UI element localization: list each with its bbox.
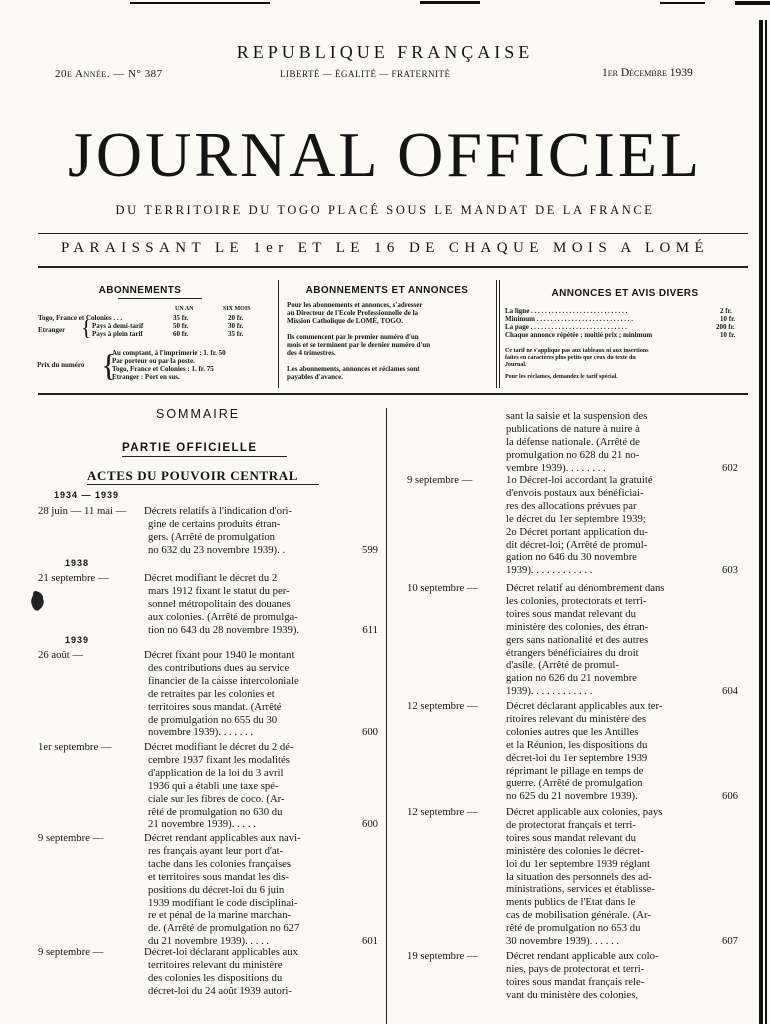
entry-page-number: 602: [721, 461, 738, 474]
year-heading-1: 1934 — 1939: [54, 490, 120, 500]
entry-text-line: de protectorat français et terri-: [506, 818, 636, 831]
entry-text-line: gers. (Arrêté de promulgation: [148, 530, 276, 543]
entry-text-line: promulgation no 628 du 21 no-: [506, 448, 640, 461]
entry-text-line: Décret déclarant applicables aux ter-: [506, 700, 663, 712]
sommaire-entry: [38, 505, 378, 557]
entry-text-line: Décret rendant applicables aux navi-: [144, 832, 301, 844]
entry-text-line: 1o Décret-loi accordant la gratuité: [506, 474, 653, 486]
entry-text-line: Décret modifiant le décret du 2: [144, 572, 278, 584]
entry-text-line: mars 1912 fixant le statut du per-: [148, 584, 290, 597]
entry-text-line: toires sous mandat français rele-: [506, 975, 645, 988]
aa-p2-l2: mois et se terminent par le dernier numéro d'un: [287, 341, 431, 349]
sommaire-entry: [38, 572, 378, 637]
row2-un-an: 50 fr.: [173, 322, 189, 330]
entry-text-line: réprimant le pillage en temps de: [506, 764, 644, 777]
entry-text-line: les colonies, protectorats et terri-: [506, 594, 647, 607]
entry-text-line: 1939 modifiant le code disciplinai-: [148, 896, 298, 909]
entry-text-line: no 632 du 23 novembre 1939). .: [148, 543, 286, 556]
sommaire-entry: [392, 582, 744, 698]
entry-text-line: du 21 novembre 1939). . . . .: [148, 935, 270, 948]
note-1: Ce tarif ne s'applique pas aux tableaux ni aux insertions: [505, 348, 649, 354]
column-divider: [386, 408, 387, 1024]
entry-page-number: 603: [721, 564, 738, 577]
note-3: Journal.: [505, 362, 527, 368]
box-divider-1: [278, 280, 279, 388]
entry-text-line: des colonies les dispositions du: [148, 971, 283, 984]
entry-date: 10 septembre —: [407, 582, 478, 594]
entry-date: 21 septembre —: [38, 572, 109, 584]
entry-text-line: ritoires relevant du ministère des: [506, 712, 647, 725]
entry-text-line: Décret rendant applicable aux colo-: [506, 950, 659, 962]
aa-p1-l3: Mission Catholique de LOMÉ, TOGO.: [287, 317, 404, 325]
abonnements-title: ABONNEMENTS: [98, 285, 182, 296]
aa-p2-l3: des 4 trimestres.: [287, 349, 336, 357]
entry-text-line: vembre 1939). . . . . . . .: [506, 461, 606, 474]
tarif-ligne-value: 2 fr.: [720, 307, 732, 315]
entry-text-line: tache dans les colonies françaises: [148, 857, 292, 870]
entry-text-line: res français ayant leur port d'at-: [148, 844, 284, 857]
entry-text-line: rêté de promulgation no 653 du: [506, 922, 641, 935]
box-divider-2: [496, 280, 497, 388]
prix-line-2: Par porteur ou par la poste.: [112, 357, 195, 365]
entry-text-line: toires sous mandat relevant du: [506, 607, 636, 620]
entry-date: 12 septembre —: [407, 700, 478, 712]
entry-text-line: territoires sous mandat. (Arrêté: [148, 700, 282, 713]
entry-date: 12 septembre —: [407, 806, 478, 818]
row3-un-an: 60 fr.: [173, 330, 189, 338]
entry-page-number: 600: [361, 726, 378, 739]
prix-line-4: Etranger : Port en sus.: [112, 373, 180, 381]
section-title: ACTES DU POUVOIR CENTRAL: [87, 468, 298, 483]
entry-text-line: d'application de la loi du 3 avril: [148, 766, 284, 779]
entry-text-line: ministère des colonies, des étran-: [506, 620, 649, 633]
entry-text-line: de retraites par les colonies et: [148, 687, 275, 700]
entry-text-line: des contributions dues au service: [148, 661, 290, 674]
aa-p1-l1: Pour les abonnements et annonces, s'adresser: [287, 301, 423, 309]
row3-six-mois: 35 fr.: [228, 330, 244, 338]
entry-text-line: dit décret-loi; (Arrêté de promul-: [506, 538, 648, 551]
row2-six-mois: 30 fr.: [228, 322, 244, 330]
entry-text-line: cas de mobilisation générale. (Ar-: [506, 909, 651, 922]
sommaire-entry: [38, 649, 378, 739]
entry-text-line: 21 novembre 1939). . . . .: [148, 818, 256, 831]
entry-text-line: la situation des personnels des ad-: [506, 870, 652, 883]
journal-subtitle: DU TERRITOIRE DU TOGO PLACÉ SOUS LE MANDAT DE LA FRANCE: [115, 203, 655, 217]
entry-text-line: gation no 646 du 30 novembre: [506, 551, 637, 564]
entry-text-line: le décret du 1er septembre 1939;: [506, 512, 646, 525]
entry-text-line: colonies autres que les Antilles: [506, 725, 639, 738]
entry-text-line: gers sans nationalité et des autres: [506, 633, 649, 646]
entry-text-line: nies, pays de protectorat et terri-: [506, 962, 645, 975]
entry-text-line: no 625 du 21 novembre 1939).: [506, 790, 638, 803]
entry-text-line: sonnel métropolitain des douanes: [148, 597, 291, 610]
entry-text-line: d'asile. (Arrêté de promul-: [506, 659, 619, 672]
entry-text-line: ments publics de l'Etat dans le: [506, 896, 636, 909]
entry-text-line: et territoires sous mandat les dis-: [148, 870, 289, 883]
entry-date: 19 septembre —: [407, 950, 478, 962]
entry-text-line: loi du 1er septembre 1939 réglant: [506, 857, 650, 870]
entry-text-line: 1939). . . . . . . . . . . .: [506, 685, 593, 698]
prix-line-3: Togo, France et Colonies : 1. fr. 75: [112, 365, 214, 373]
top-border: [0, 0, 770, 10]
entry-text-line: cembre 1937 fixant les modalités: [148, 753, 290, 766]
tarif-minimum-value: 10 fr.: [720, 315, 736, 323]
abonnements-annonces-title: ABONNEMENTS ET ANNONCES: [305, 285, 469, 296]
brace-2: {: [101, 347, 117, 383]
sommaire-entry: [392, 410, 744, 475]
brace-1: {: [81, 315, 92, 340]
entry-text-line: gine de certains produits étran-: [148, 517, 281, 530]
note-2: faites en caractères plus petits que ceux du texte du: [505, 355, 636, 361]
entry-text-line: vant du ministère des colonies,: [506, 988, 639, 1001]
entry-text-line: décret-loi du 1er septembre 1939: [506, 751, 648, 764]
entry-text-line: d'envois postaux aux bénéficiai-: [506, 486, 644, 499]
entry-text-line: la défense nationale. (Arrêté de: [506, 435, 640, 448]
entry-page-number: 600: [361, 818, 378, 831]
aa-p1-l2: au Directeur de l'Ecole Professionnelle de la: [287, 309, 419, 317]
entry-page-number: 611: [362, 623, 378, 636]
entry-text-line: 1936 qui a établi une taxe spé-: [148, 779, 279, 792]
sommaire-entry: [38, 832, 378, 948]
annonces-avis-title: ANNONCES ET AVIS DIVERS: [551, 288, 699, 299]
entry-text-line: Décrets relatifs à l'indication d'ori-: [144, 505, 293, 517]
entry-date: 9 septembre —: [407, 474, 473, 486]
entry-date: 1er septembre —: [38, 741, 112, 753]
sommaire-entry: [38, 741, 378, 831]
col-six-mois: SIX MOIS: [223, 306, 251, 312]
entry-page-number: 599: [361, 543, 378, 556]
entry-text-line: financier de la caisse intercoloniale: [148, 674, 299, 687]
entry-text-line: Décret applicable aux colonies, pays: [506, 806, 663, 818]
entry-text-line: Décret relatif au dénombrement dans: [506, 582, 665, 594]
tarif-minimum: Minimum . . . . . . . . . . . . . . . . . . . . . . . . . . . .: [505, 315, 633, 323]
note-4: Pour les réclames, demandez le tarif spécial.: [505, 374, 618, 380]
row2-label: Pays à demi-tarif: [92, 322, 144, 330]
aa-p2-l1: Ils commencent par le premier numéro d'un: [287, 333, 419, 341]
entry-text-line: guerre. (Arrêté de promulgation: [506, 777, 643, 790]
entry-date: 9 septembre —: [38, 832, 104, 844]
prix-line-1: Au comptant, à l'imprimerie : 1. fr. 50: [112, 349, 226, 357]
tarif-page: La page . . . . . . . . . . . . . . . . . . . . . . . . . . . .: [505, 323, 627, 331]
entry-text-line: novembre 1939). . . . . . .: [148, 726, 254, 739]
year-heading-2: 1938: [65, 558, 90, 568]
aa-p3-l1: Les abonnements, annonces et réclames sont: [287, 365, 420, 373]
col-un-an: UN AN: [175, 306, 194, 312]
entry-text-line: toires sous mandat relevant du: [506, 831, 636, 844]
rule-periodicity: [38, 266, 748, 268]
sommaire-entry: [38, 946, 378, 998]
entry-text-line: aux colonies. (Arrêté de promulga-: [148, 610, 298, 623]
journal-title: JOURNAL OFFICIEL: [67, 119, 703, 190]
entry-date: 26 août —: [38, 649, 84, 661]
etranger-label: Etranger: [38, 326, 66, 334]
sommaire-entry: [392, 474, 744, 577]
entry-text-line: tion no 643 du 28 novembre 1939).: [148, 623, 300, 636]
entry-text-line: res des allocations prévues par: [506, 499, 637, 512]
entry-text-line: publications de nature à nuire à: [506, 422, 640, 435]
entry-page-number: 604: [721, 685, 738, 698]
periodicity: PARAISSANT LE 1er ET LE 16 DE CHAQUE MOIS A LOMÉ: [60, 240, 710, 256]
issue-number: 20e Année. — N° 387: [55, 68, 163, 80]
tarif-page-value: 200 fr.: [716, 323, 735, 331]
entry-text-line: Décret fixant pour 1940 le montant: [144, 649, 295, 661]
entry-text-line: territoires relevant du ministère: [148, 958, 283, 971]
sommaire-title: SOMMAIRE: [156, 407, 241, 421]
rule-top: [38, 233, 748, 234]
entry-text-line: Décret modifiant le décret du 2 dé-: [144, 741, 294, 753]
rule-boxes-bottom: [38, 393, 748, 395]
entry-date: 9 septembre —: [38, 946, 104, 958]
tarif-repetee-value: 10 fr.: [720, 331, 736, 339]
entry-text-line: positions du décret-loi du 6 juin: [148, 883, 285, 896]
entry-text-line: 1939). . . . . . . . . . . .: [506, 564, 593, 577]
entry-text-line: ministrations, services et établisse-: [506, 883, 655, 896]
entry-text-line: de promulgation no 655 du 30: [148, 713, 278, 726]
partie-officielle: PARTIE OFFICIELLE: [122, 442, 258, 454]
entry-text-line: ciale sur les fibres de coco. (Ar-: [148, 792, 285, 805]
entry-text-line: 30 novembre 1939). . . . . .: [506, 935, 620, 947]
entry-page-number: 601: [361, 935, 378, 948]
republic-heading: REPUBLIQUE FRANÇAISE: [236, 42, 534, 62]
entry-text-line: étrangers bénéficiaires du droit: [506, 646, 639, 659]
row1-label: Togo, France et Colonies . . .: [38, 314, 123, 322]
issue-date: 1er Décembre 1939: [602, 67, 693, 79]
tarif-ligne: La ligne . . . . . . . . . . . . . . . . . . . . . . . . . . . .: [505, 307, 628, 315]
entry-text-line: re et pénal de la marine marchan-: [148, 909, 292, 922]
entry-text-line: 2o Décret portant application du-: [506, 525, 648, 538]
entry-text-line: ministère des colonies le décret-: [506, 844, 644, 857]
row1-six-mois: 20 fr.: [228, 314, 244, 322]
entry-text-line: sant la saisie et la suspension des: [506, 410, 648, 422]
entry-date: 28 juin — 11 mai —: [38, 505, 127, 517]
entry-text-line: gation no 626 du 21 novembre: [506, 672, 637, 685]
sommaire-entry: [392, 806, 744, 948]
entry-text-line: rêté de promulgation no 630 du: [148, 805, 283, 818]
motto: LIBERTÉ — ÉGALITÉ — FRATERNITÉ: [280, 69, 451, 79]
entry-text-line: de. (Arrêté de promulgation no 627: [148, 922, 300, 935]
entry-text-line: décret-loi du 24 août 1939 autori-: [148, 984, 292, 997]
aa-p3-l2: payables d'avance.: [287, 373, 344, 381]
tarif-repetee: Chaque annonce répétée : moitié prix ; minimum: [505, 331, 653, 339]
prix-numero-label: Prix du numéro: [37, 361, 85, 369]
sommaire-entry: [392, 950, 744, 1002]
row1-un-an: 35 fr.: [173, 314, 189, 322]
entry-page-number: 607: [721, 935, 738, 947]
entry-text-line: Décret-loi déclarant applicables aux: [144, 946, 298, 958]
sommaire-entry: [392, 700, 744, 803]
entry-text-line: et la Réunion, les dispositions du: [506, 738, 648, 751]
box-divider-3: [499, 280, 500, 388]
year-heading-3: 1939: [65, 635, 90, 645]
entry-page-number: 606: [721, 790, 738, 803]
row3-label: Pays à plein tarif: [92, 330, 143, 338]
